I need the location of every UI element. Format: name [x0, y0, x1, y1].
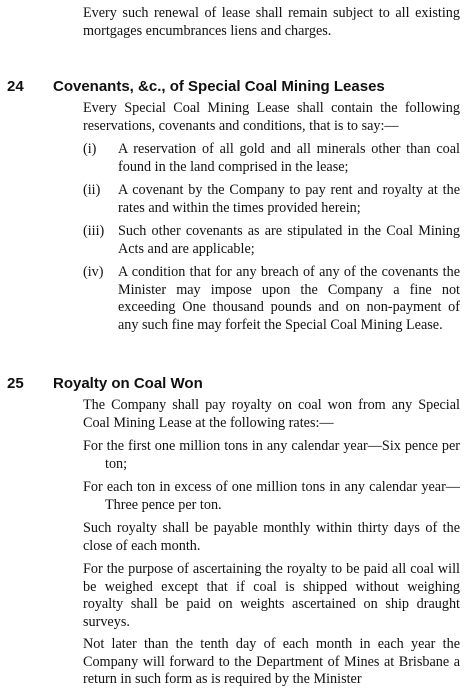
section-title: Covenants, &c., of Special Coal Mining Leases — [53, 78, 385, 95]
list-item-number: (iv) — [83, 264, 104, 280]
list-item — [83, 223, 460, 258]
section-24-lead: Every Special Coal Mining Lease shall contain the following reservations, covenants and conditions, that is to say:— — [83, 100, 460, 134]
list-item — [83, 182, 460, 217]
payment-timing-paragraph: Such royalty shall be payable monthly within thirty days of the close of each month. — [83, 520, 460, 554]
intro-paragraph: Every such renewal of lease shall remain subject to all existing mortgages encumbrances liens and charges. — [83, 5, 460, 39]
section-number: 24 — [7, 78, 24, 95]
list-item-number: (i) — [83, 141, 97, 157]
list-item-text: A covenant by the Company to pay rent and royalty at the rates and within the times provided herein; — [118, 182, 460, 216]
monthly-return-paragraph: Not later than the tenth day of each month in each year the Company will forward to the Department of Mines at Brisbane a return in such form as is required by the Minister — [83, 636, 460, 687]
section-number: 25 — [7, 375, 24, 392]
list-item-text: A condition that for any breach of any of the covenants the Minister may impose upon the Company a fine not exceeding One thousand pounds and on non-payment of any such fine may forfeit the Special Coal Mining Lease. — [118, 264, 460, 333]
royalty-rate-excess: For each ton in excess of one million tons in any calendar year—Three pence per ton. — [83, 479, 460, 513]
list-item — [83, 141, 460, 176]
royalty-rate-first-million: For the first one million tons in any calendar year—Six pence per ton; — [83, 438, 460, 472]
list-item-text: Such other covenants as are stipulated in the Coal Mining Acts and are applicable; — [118, 223, 460, 257]
list-item-number: (ii) — [83, 182, 101, 198]
section-title: Royalty on Coal Won — [53, 375, 203, 392]
list-item — [83, 264, 460, 334]
list-item-text: A reservation of all gold and all minerals other than coal found in the land comprised in the lease; — [118, 141, 460, 175]
list-item-number: (iii) — [83, 223, 105, 239]
weighing-paragraph: For the purpose of ascertaining the royalty to be paid all coal will be weighed except that if coal is shipped without weighing royalty shall be paid on weights ascertained on ship draught surveys. — [83, 561, 460, 630]
section-25-lead: The Company shall pay royalty on coal won from any Special Coal Mining Lease at the following rates:— — [83, 397, 460, 431]
